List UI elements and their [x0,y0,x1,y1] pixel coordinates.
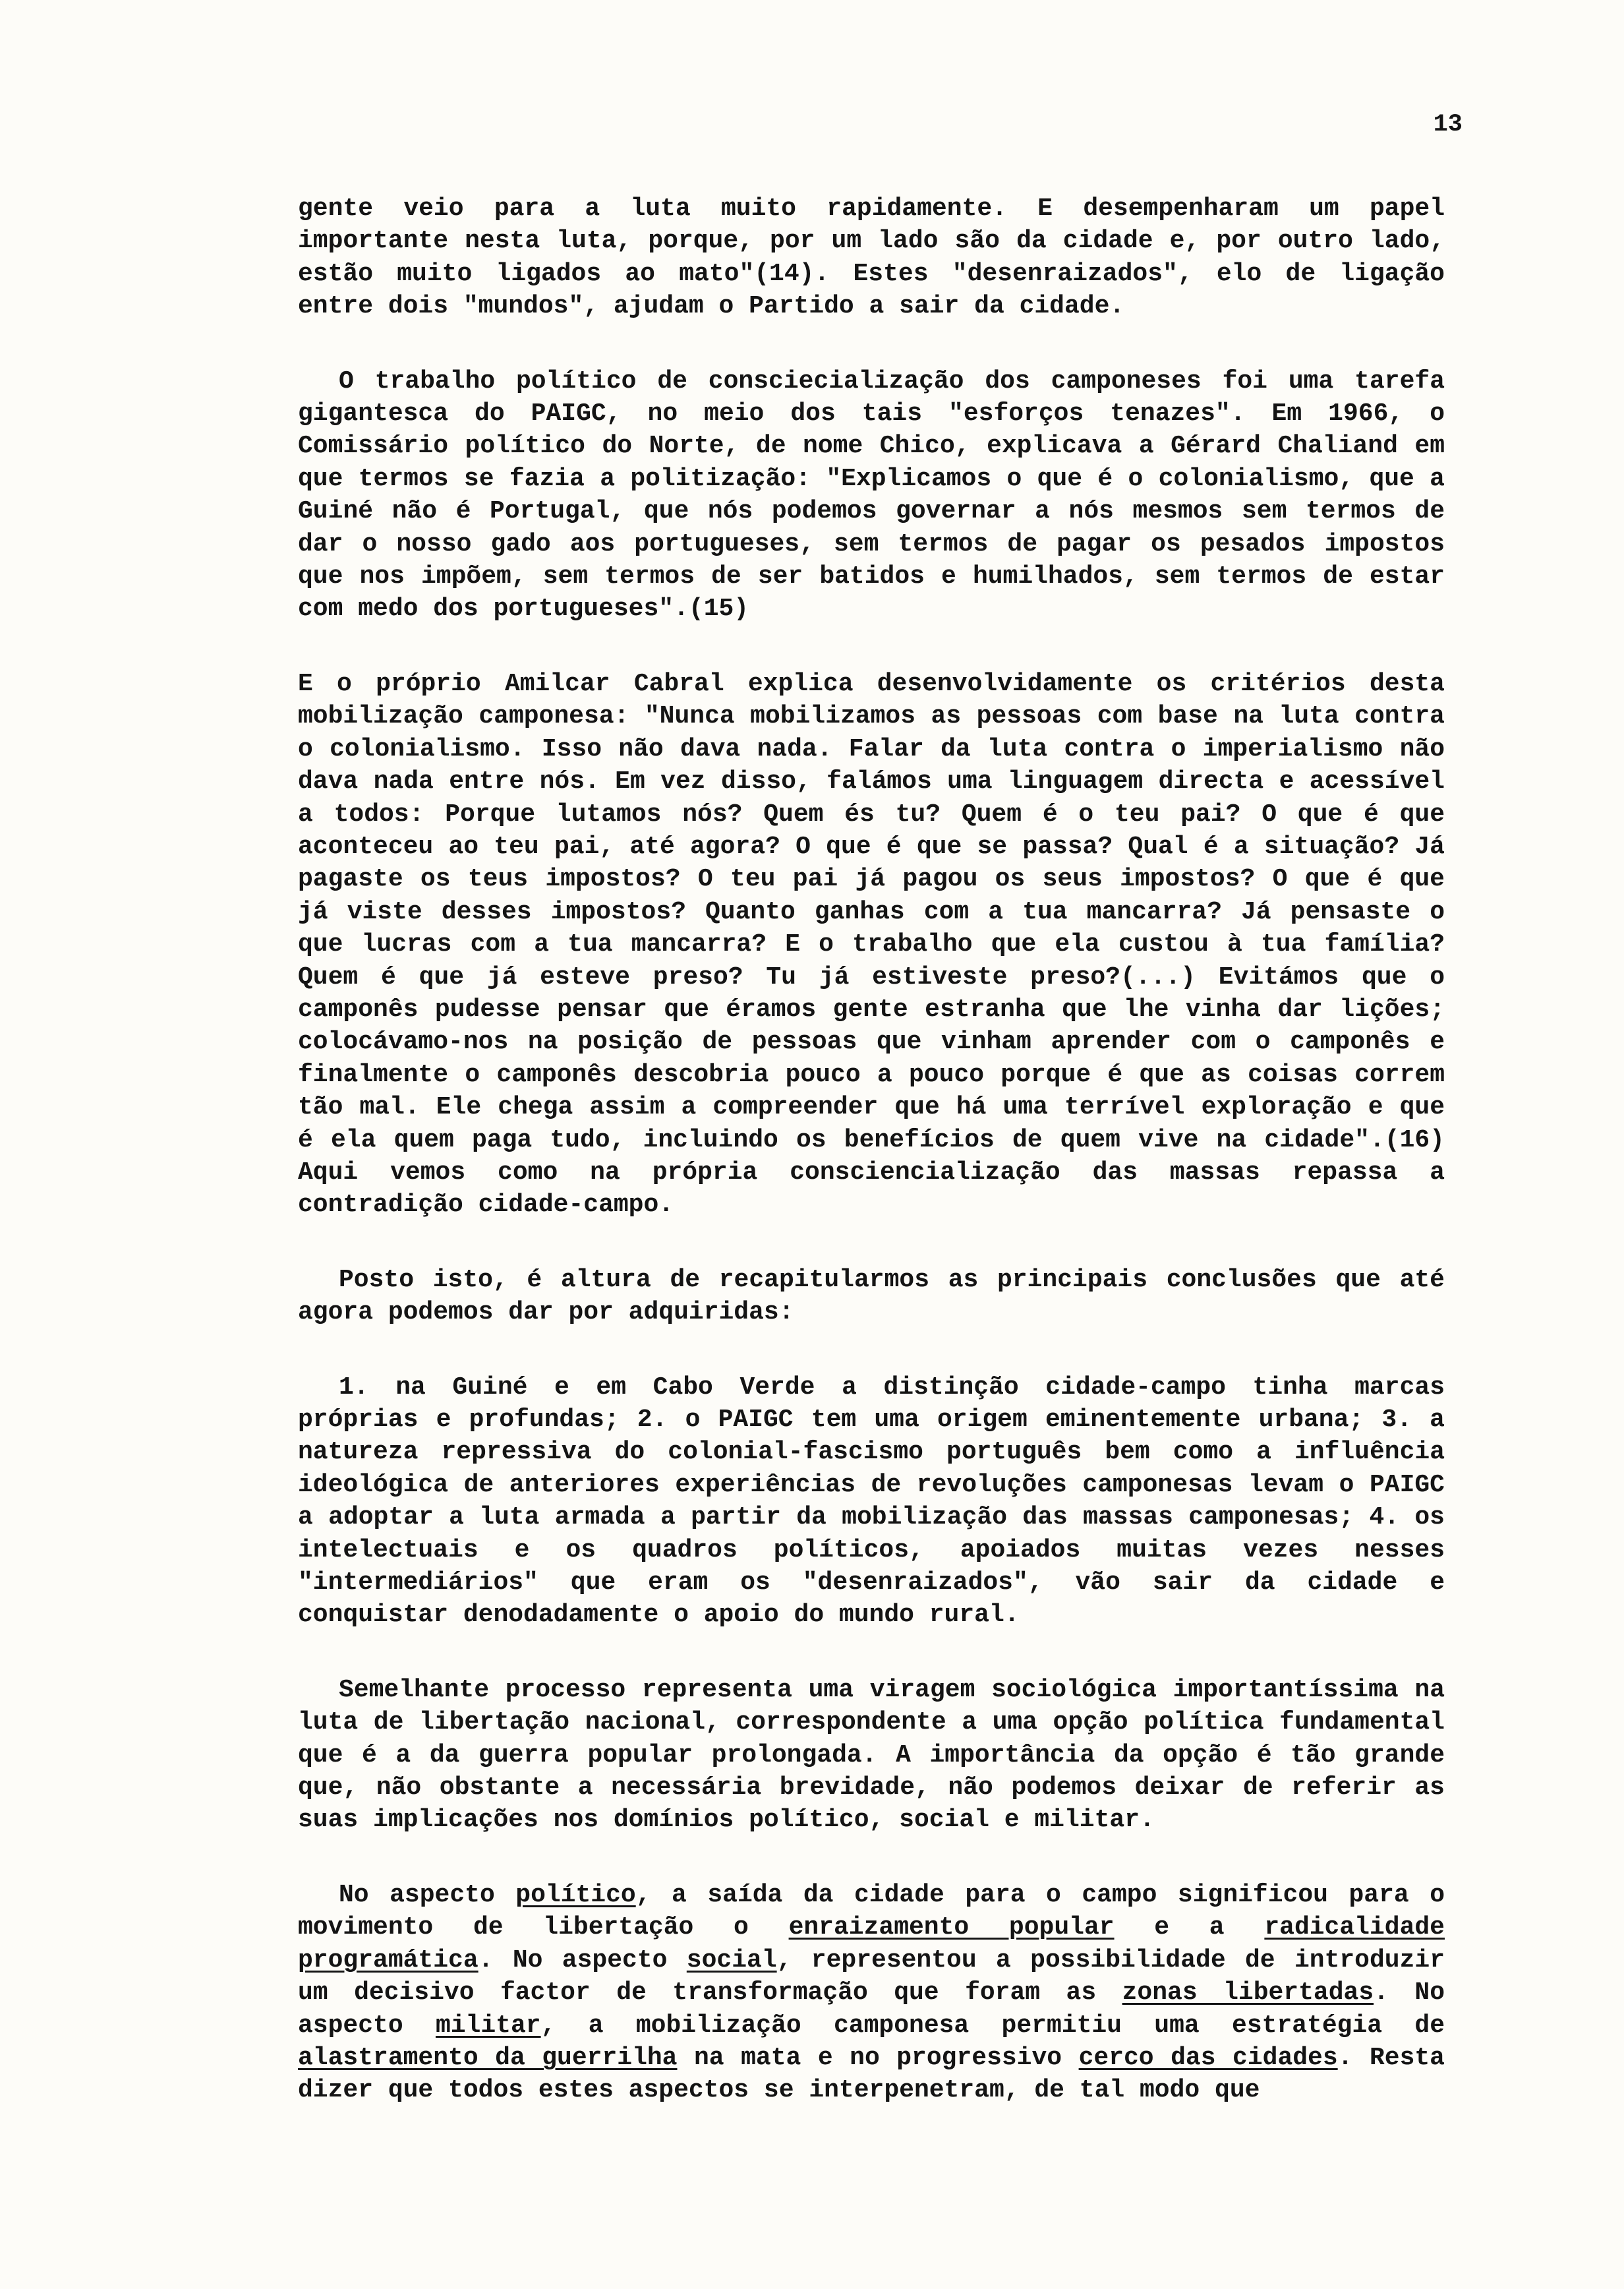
underlined-term: enraizamento popular [788,1913,1115,1942]
underlined-term: alastramento da guerrilha [298,2043,678,2072]
text-run: , a mobilização camponesa permitiu uma estratégia de [540,2011,1445,2040]
paragraph-5: 1. na Guiné e em Cabo Verde a distinção cidade-campo tinha marcas próprias e profundas; 2. o PAIGC tem uma origem eminentemente urbana; 3. a natureza repressiva do colonial-fascismo português bem como a influência ideológica de anteriores experiências de revoluções camponesas levam o PAIGC a adoptar a luta armada a partir da mobilização das massas camponesas; 4. os intelectuais e os quadros políticos, apoiados muitas vezes nesses "intermediários" que eram os "desenraizados", vão sair da cidade e conquistar denodadamente o apoio do mundo rural. [298,1373,1445,1630]
paragraph-7 [298,1879,1445,2107]
text-run: . No aspecto [478,1946,687,1975]
text-run: , representou a possibilidade de introduzir um decisivo factor de transformação que foram as [298,1946,1445,2007]
underlined-term: radicalidade programática [298,1913,1445,1975]
paragraph-4: Posto isto, é altura de recapitularmos as principais conclusões que até agora podemos dar por adquiridas: [298,1265,1445,1327]
text-run: e a [1114,1913,1265,1942]
paragraph-3: E o próprio Amilcar Cabral explica desenvolvidamente os critérios desta mobilização camponesa: "Nunca mobilizamos as pessoas com base na luta contra o colonialismo. Isso não dava nada. Falar da luta contra o imperialismo não dava nada entre nós. Em vez disso, falámos uma linguagem directa e acessível a todos: Porque lutamos nós? Quem és tu? Quem é o teu pai? O que é que aconteceu ao teu pai, até agora? O que é que se passa? Qual é a situação? Já pagaste os teus impostos? O teu pai já pagou os seus impostos? O que é que já viste desses impostos? Quanto ganhas com a tua mancarra? Já pensaste o que lucras com a tua mancarra? E o trabalho que ela custou à tua família? Quem é que já esteve preso? Tu já estiveste preso?(...) Evitámos que o camponês pudesse pensar que éramos gente estranha que lhe vinha dar lições; colocávamo-nos na posição de pessoas que vinham aprender com o camponês e finalmente o camponês descobria pouco a pouco porque é que as coisas correm tão mal. Ele chega assim a compreender que há uma terrível exploração e que é ela quem paga tudo, incluindo os benefícios de quem vive na cidade".(16) Aqui vemos como na própria consciencialização das massas repassa a contradição cidade-campo. [298,669,1445,1220]
text-run: . No aspecto [298,1978,1445,2040]
paragraph-2: O trabalho político de consciecialização dos camponeses foi uma tarefa gigantesca do PAIGC, no meio dos tais "esforços tenazes". Em 1966, o Comissário político do Norte, de nome Chico, explicava a Gérard Chaliand em que termos se fazia a politização: "Explicamos o que é o colonialismo, que a Guiné não é Portugal, que nós podemos governar a nós mesmos sem termos de dar o nosso gado aos portugueses, sem termos de pagar os pesados impostos que nos impõem, sem termos de ser batidos e humilhados, sem termos de estar com medo dos portugueses".(15) [298,367,1445,624]
body-text [298,193,1445,2149]
underlined-term: zonas libertadas [1122,1978,1374,2007]
text-run: , a saída da cidade para o campo significou para o movimento de libertação o [298,1880,1445,1942]
paragraph-1: gente veio para a luta muito rapidamente. E desempenharam um papel importante nesta luta, porque, por um lado são da cidade e, por outro lado, estão muito ligados ao mato"(14). Estes "desenraizados", elo de ligação entre dois "mundos", ajudam o Partido a sair da cidade. [298,194,1445,321]
paragraph-6: Semelhante processo representa uma viragem sociológica importantíssima na luta de libertação nacional, correspondente a uma opção política fundamental que é a da guerra popular prolongada. A importância da opção é tão grande que, não obstante a necessária brevidade, não podemos deixar de referir as suas implicações nos domínios político, social e militar. [298,1675,1445,1835]
underlined-term: militar [435,2011,541,2040]
text-run: . Resta dizer que todos estes aspectos se interpenetram, de tal modo que [298,2043,1445,2105]
underlined-term: cerco das cidades [1078,2043,1338,2072]
text-run: No aspecto [339,1880,516,1909]
page-number: 13 [1433,111,1463,138]
underlined-term: social [686,1946,777,1975]
text-run: na mata e no progressivo [677,2043,1079,2072]
underlined-term: político [515,1880,636,1909]
